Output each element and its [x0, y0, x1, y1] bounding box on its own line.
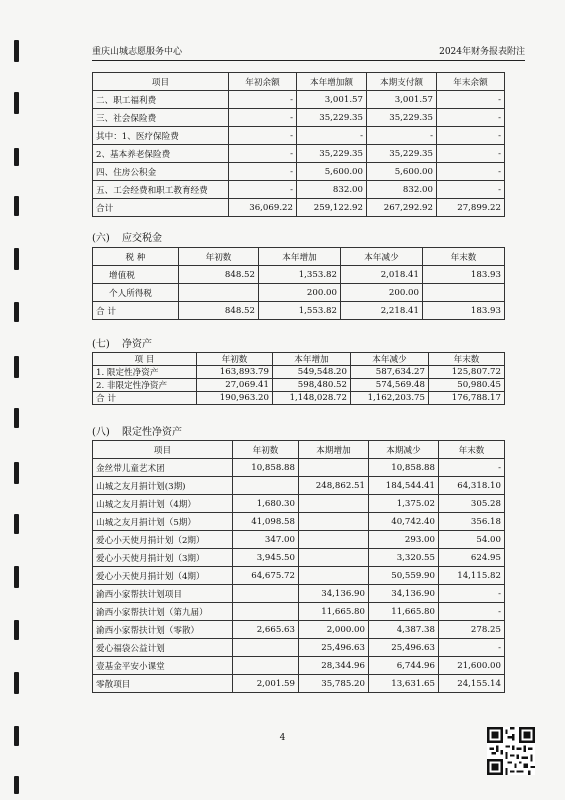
table-cell: [299, 567, 369, 585]
table-cell: 267,292.92: [367, 199, 437, 217]
table-row: [93, 495, 505, 513]
table-cell: [233, 477, 299, 495]
table-cell: -: [229, 109, 297, 127]
section-title: 净资产: [122, 339, 152, 350]
table-cell: 50,559.90: [369, 567, 439, 585]
column-header: 本年增加: [273, 353, 351, 366]
column-header: 本年减少: [341, 248, 423, 266]
table-header-row: [93, 353, 505, 366]
table-cell: 5,600.00: [297, 163, 367, 181]
row-label: 爱心小天使月捐计划（3期）: [93, 549, 233, 567]
binding-mark: [14, 462, 19, 484]
table-cell: 3,320.55: [369, 549, 439, 567]
table-cell: 34,136.90: [299, 585, 369, 603]
row-label: 山城之友月捐计划（4期）: [93, 495, 233, 513]
table-cell: -: [437, 181, 505, 199]
page-header: [92, 44, 525, 60]
table-cell: 64,318.10: [439, 477, 505, 495]
table-cell: 2,018.41: [341, 266, 423, 284]
binding-mark: [14, 776, 19, 794]
table-cell: 848.52: [179, 266, 259, 284]
table-cell: [299, 549, 369, 567]
table-cell: 305.28: [439, 495, 505, 513]
table-cell: 27,899.22: [437, 199, 505, 217]
tax-table: [92, 247, 505, 320]
table-cell: 21,600.00: [439, 657, 505, 675]
table-cell: -: [229, 181, 297, 199]
table-header-row: [93, 248, 505, 266]
column-header: 年初数: [233, 441, 299, 459]
table-row: [93, 657, 505, 675]
table-cell: 176,788.17: [429, 392, 505, 405]
table-cell: 1,148,028.72: [273, 392, 351, 405]
table-cell: 549,548.20: [273, 366, 351, 379]
table-cell: 5,600.00: [367, 163, 437, 181]
table-row: [93, 379, 505, 392]
table-cell: 36,069.22: [229, 199, 297, 217]
row-label: 其中：1、医疗保险费: [93, 127, 229, 145]
table-cell: 1,375.02: [369, 495, 439, 513]
section-tax-heading: [92, 229, 162, 244]
table-cell: -: [439, 585, 505, 603]
column-header: 年末数: [429, 353, 505, 366]
table-cell: [299, 495, 369, 513]
table-row: [93, 366, 505, 379]
table-cell: [233, 585, 299, 603]
row-label: 渝西小家帮扶计划项目: [93, 585, 233, 603]
table-cell: 41,098.58: [233, 513, 299, 531]
table-row: [93, 531, 505, 549]
table-cell: 11,665.80: [369, 603, 439, 621]
table-cell: 3,945.50: [233, 549, 299, 567]
header-doc-title: 2024年财务报表附注: [439, 47, 525, 57]
table-cell: 50,980.45: [429, 379, 505, 392]
section-number: (八): [92, 427, 110, 438]
section-number: (六): [92, 233, 110, 244]
page-number: 4: [279, 733, 286, 743]
table-row: [93, 621, 505, 639]
table-cell: 27,069.41: [197, 379, 273, 392]
table-cell: 25,496.63: [369, 639, 439, 657]
table-row: [93, 513, 505, 531]
table-cell: 183.93: [423, 302, 505, 320]
row-label: 三、社会保险费: [93, 109, 229, 127]
table-cell: 259,122.92: [297, 199, 367, 217]
table-cell: 574,569.48: [351, 379, 429, 392]
column-header: 年初数: [179, 248, 259, 266]
table-cell: 14,115.82: [439, 567, 505, 585]
table-row: [93, 181, 505, 199]
column-header: 年末数: [439, 441, 505, 459]
table-row: [93, 163, 505, 181]
table-row: [93, 145, 505, 163]
table-cell: 832.00: [297, 181, 367, 199]
table-row: [93, 284, 505, 302]
column-header: 年末余额: [437, 73, 505, 91]
table-cell: 35,229.35: [367, 109, 437, 127]
table-row: [93, 199, 505, 217]
table-cell: -: [439, 639, 505, 657]
table-cell: 35,229.35: [367, 145, 437, 163]
column-header: 本期减少: [369, 441, 439, 459]
row-label: 山城之友月捐计划(3期): [93, 477, 233, 495]
binding-mark: [14, 248, 19, 270]
table-cell: 10,858.88: [233, 459, 299, 477]
table-cell: 3,001.57: [367, 91, 437, 109]
row-label: 渝西小家帮扶计划（第九届）: [93, 603, 233, 621]
table-cell: -: [437, 109, 505, 127]
row-label: 爱心小天使月捐计划（2期）: [93, 531, 233, 549]
table-cell: 1,353.82: [259, 266, 341, 284]
table-cell: [299, 459, 369, 477]
binding-mark: [14, 92, 19, 114]
qr-code-icon: [487, 727, 535, 775]
row-label: 四、住房公积金: [93, 163, 229, 181]
section-restricted-heading: [92, 423, 182, 438]
table-cell: 293.00: [369, 531, 439, 549]
table-header-row: [93, 441, 505, 459]
table-cell: 35,229.35: [297, 145, 367, 163]
column-header: 项 目: [93, 353, 197, 366]
table-row: [93, 392, 505, 405]
row-label: 2. 非限定性净资产: [93, 379, 197, 392]
table-cell: [233, 639, 299, 657]
table-cell: [299, 531, 369, 549]
table-row: [93, 266, 505, 284]
header-rule: [92, 60, 525, 61]
table-header-row: [93, 73, 505, 91]
table-cell: -: [437, 91, 505, 109]
table-cell: 13,631.65: [369, 675, 439, 693]
table-cell: -: [229, 163, 297, 181]
row-label: 山城之友月捐计划（5期）: [93, 513, 233, 531]
table-cell: 125,807.72: [429, 366, 505, 379]
table-cell: -: [437, 145, 505, 163]
column-header: 项目: [93, 73, 229, 91]
header-org: 重庆山城志愿服务中心: [92, 47, 183, 57]
column-header: 年末数: [423, 248, 505, 266]
table-cell: -: [229, 91, 297, 109]
table-cell: 11,665.80: [299, 603, 369, 621]
table-row: [93, 109, 505, 127]
table-cell: -: [437, 127, 505, 145]
binding-mark: [14, 196, 19, 216]
table-cell: -: [297, 127, 367, 145]
table-cell: 184,544.41: [369, 477, 439, 495]
table-cell: -: [229, 145, 297, 163]
table-row: [93, 567, 505, 585]
table-cell: 624.95: [439, 549, 505, 567]
table-cell: 2,218.41: [341, 302, 423, 320]
table-cell: 28,344.96: [299, 657, 369, 675]
table-cell: 183.93: [423, 266, 505, 284]
table-cell: -: [439, 603, 505, 621]
row-label: 合 计: [93, 392, 197, 405]
table-cell: 4,387.38: [369, 621, 439, 639]
welfare-table: [92, 72, 505, 217]
table-row: [93, 603, 505, 621]
binding-mark: [14, 620, 19, 640]
table-cell: 54.00: [439, 531, 505, 549]
table-row: [93, 639, 505, 657]
column-header: 本年减少: [351, 353, 429, 366]
row-label: 壹基金平安小课堂: [93, 657, 233, 675]
table-cell: [423, 284, 505, 302]
table-cell: 832.00: [367, 181, 437, 199]
table-cell: 6,744.96: [369, 657, 439, 675]
table-row: [93, 91, 505, 109]
binding-mark: [14, 148, 19, 166]
row-label: 金丝带儿童艺术团: [93, 459, 233, 477]
table-cell: [233, 657, 299, 675]
table-row: [93, 302, 505, 320]
table-cell: -: [439, 459, 505, 477]
binding-mark: [14, 302, 19, 322]
table-cell: 40,742.40: [369, 513, 439, 531]
row-label: 合 计: [93, 302, 179, 320]
table-row: [93, 127, 505, 145]
table-cell: [179, 284, 259, 302]
row-label: 合计: [93, 199, 229, 217]
table-cell: 34,136.90: [369, 585, 439, 603]
restricted-table: [92, 440, 505, 693]
table-cell: 64,675.72: [233, 567, 299, 585]
binding-mark: [14, 672, 19, 694]
table-cell: 3,001.57: [297, 91, 367, 109]
table-row: [93, 549, 505, 567]
table-cell: 587,634.27: [351, 366, 429, 379]
row-label: 零散项目: [93, 675, 233, 693]
row-label: 二、职工福利费: [93, 91, 229, 109]
table-cell: 2,000.00: [299, 621, 369, 639]
row-label: 个人所得税: [93, 284, 179, 302]
row-label: 五、工会经费和职工教育经费: [93, 181, 229, 199]
column-header: 本期增加: [299, 441, 369, 459]
table-cell: 35,785.20: [299, 675, 369, 693]
table-cell: 163,893.79: [197, 366, 273, 379]
table-row: [93, 675, 505, 693]
binding-mark: [14, 566, 19, 588]
column-header: 年初数: [197, 353, 273, 366]
table-cell: 2,001.59: [233, 675, 299, 693]
column-header: 本年增加额: [297, 73, 367, 91]
table-cell: 200.00: [341, 284, 423, 302]
table-cell: [233, 603, 299, 621]
column-header: 本期支付额: [367, 73, 437, 91]
section-title: 限定性净资产: [122, 427, 182, 438]
row-label: 1. 限定性净资产: [93, 366, 197, 379]
table-cell: 347.00: [233, 531, 299, 549]
table-cell: 10,858.88: [369, 459, 439, 477]
table-cell: 1,553.82: [259, 302, 341, 320]
column-header: 税 种: [93, 248, 179, 266]
table-cell: 278.25: [439, 621, 505, 639]
table-cell: 1,680.30: [233, 495, 299, 513]
binding-mark: [14, 514, 19, 534]
table-row: [93, 459, 505, 477]
binding-mark: [14, 408, 19, 428]
row-label: 爱心小天使月捐计划（4期）: [93, 567, 233, 585]
row-label: 爱心福袋公益计划: [93, 639, 233, 657]
column-header: 本年增加: [259, 248, 341, 266]
table-cell: -: [229, 127, 297, 145]
row-label: 增值税: [93, 266, 179, 284]
table-cell: 25,496.63: [299, 639, 369, 657]
table-row: [93, 585, 505, 603]
table-cell: 1,162,203.75: [351, 392, 429, 405]
table-cell: 200.00: [259, 284, 341, 302]
table-cell: -: [437, 163, 505, 181]
table-cell: 598,480.52: [273, 379, 351, 392]
row-label: 2、基本养老保险费: [93, 145, 229, 163]
section-netassets-heading: [92, 335, 152, 350]
table-cell: 356.18: [439, 513, 505, 531]
column-header: 项目: [93, 441, 233, 459]
netassets-table: [92, 352, 505, 405]
table-cell: 2,665.63: [233, 621, 299, 639]
table-cell: [299, 513, 369, 531]
table-row: [93, 477, 505, 495]
binding-mark: [14, 356, 19, 378]
table-cell: 24,155.14: [439, 675, 505, 693]
table-cell: 190,963.20: [197, 392, 273, 405]
table-cell: -: [367, 127, 437, 145]
column-header: 年初余额: [229, 73, 297, 91]
section-number: (七): [92, 339, 110, 350]
table-cell: 35,229.35: [297, 109, 367, 127]
section-title: 应交税金: [122, 233, 162, 244]
row-label: 渝西小家帮扶计划（零散）: [93, 621, 233, 639]
binding-mark: [14, 40, 19, 62]
table-cell: 248,862.51: [299, 477, 369, 495]
table-cell: 848.52: [179, 302, 259, 320]
